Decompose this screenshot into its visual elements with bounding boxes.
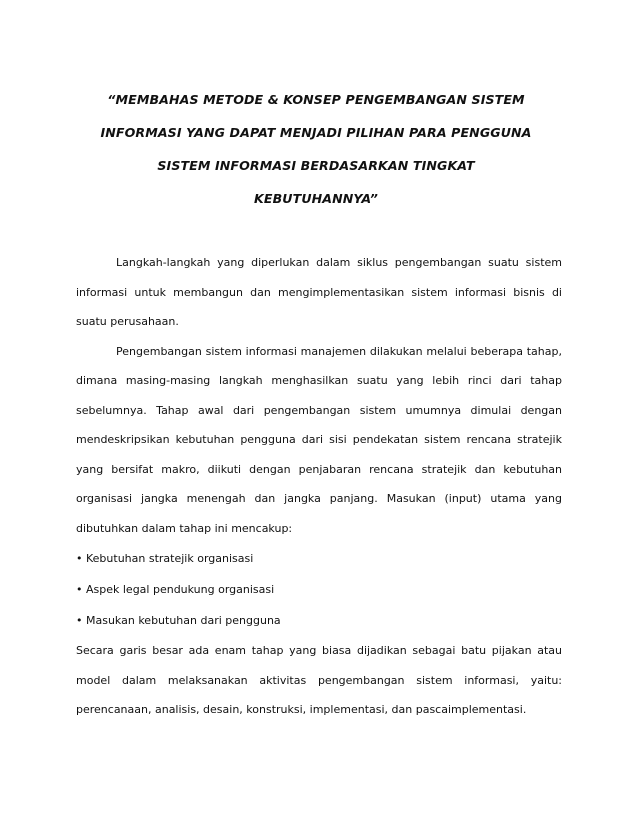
paragraph-development: Pengembangan sistem informasi manajemen dilakukan melalui beberapa tahap, dimana masing-masing langkah menghasilkan suatu yang lebih rinci dari tahap sebelumnya. Tahap awal dari pengembangan sistem umumnya dimulai dengan mendeskripsikan kebutuhan pengguna dari sisi pendekatan sistem rencana stratejik yang bersifat makro, diikuti dengan penjabaran rencana stratejik dan kebutuhan organisasi jangka menengah dan jangka panjang. Masukan (input) utama yang dibutuhkan dalam tahap ini mencakup: [76, 344, 562, 535]
bullet-marker: • [76, 583, 83, 596]
title-line-4: KEBUTUHANNYA” [254, 191, 378, 206]
paragraph-closing: Secara garis besar ada enam tahap yang biasa dijadikan sebagai batu pijakan atau model dalam melaksanakan aktivitas pengembangan sistem informasi, yaitu: perencanaan, analisis, desain, konstruksi, implementasi, dan pascaimplementasi. [76, 644, 562, 716]
bullet-marker: • [76, 552, 83, 565]
list-item-text: Kebutuhan stratejik organisasi [86, 552, 254, 565]
list-item-text: Masukan kebutuhan dari pengguna [86, 614, 281, 627]
list-item [76, 543, 562, 574]
bullet-marker: • [76, 614, 83, 627]
list-item [76, 605, 562, 636]
title-line-2: INFORMASI YANG DAPAT MENJADI PILIHAN PARA PENGGUNA [100, 125, 532, 140]
title-line-1: “MEMBAHAS METODE & KONSEP PENGEMBANGAN SISTEM [107, 92, 525, 107]
list-item-text: Aspek legal pendukung organisasi [86, 583, 275, 596]
document-title [66, 83, 566, 215]
list-item [76, 574, 562, 605]
title-line-3: SISTEM INFORMASI BERDASARKAN TINGKAT [157, 158, 475, 173]
document-body [76, 248, 562, 725]
input-list [76, 543, 562, 636]
paragraph-intro: Langkah-langkah yang diperlukan dalam siklus pengembangan suatu sistem informasi untuk membangun dan mengimplementasikan sistem informasi bisnis di suatu perusahaan. [76, 256, 562, 328]
